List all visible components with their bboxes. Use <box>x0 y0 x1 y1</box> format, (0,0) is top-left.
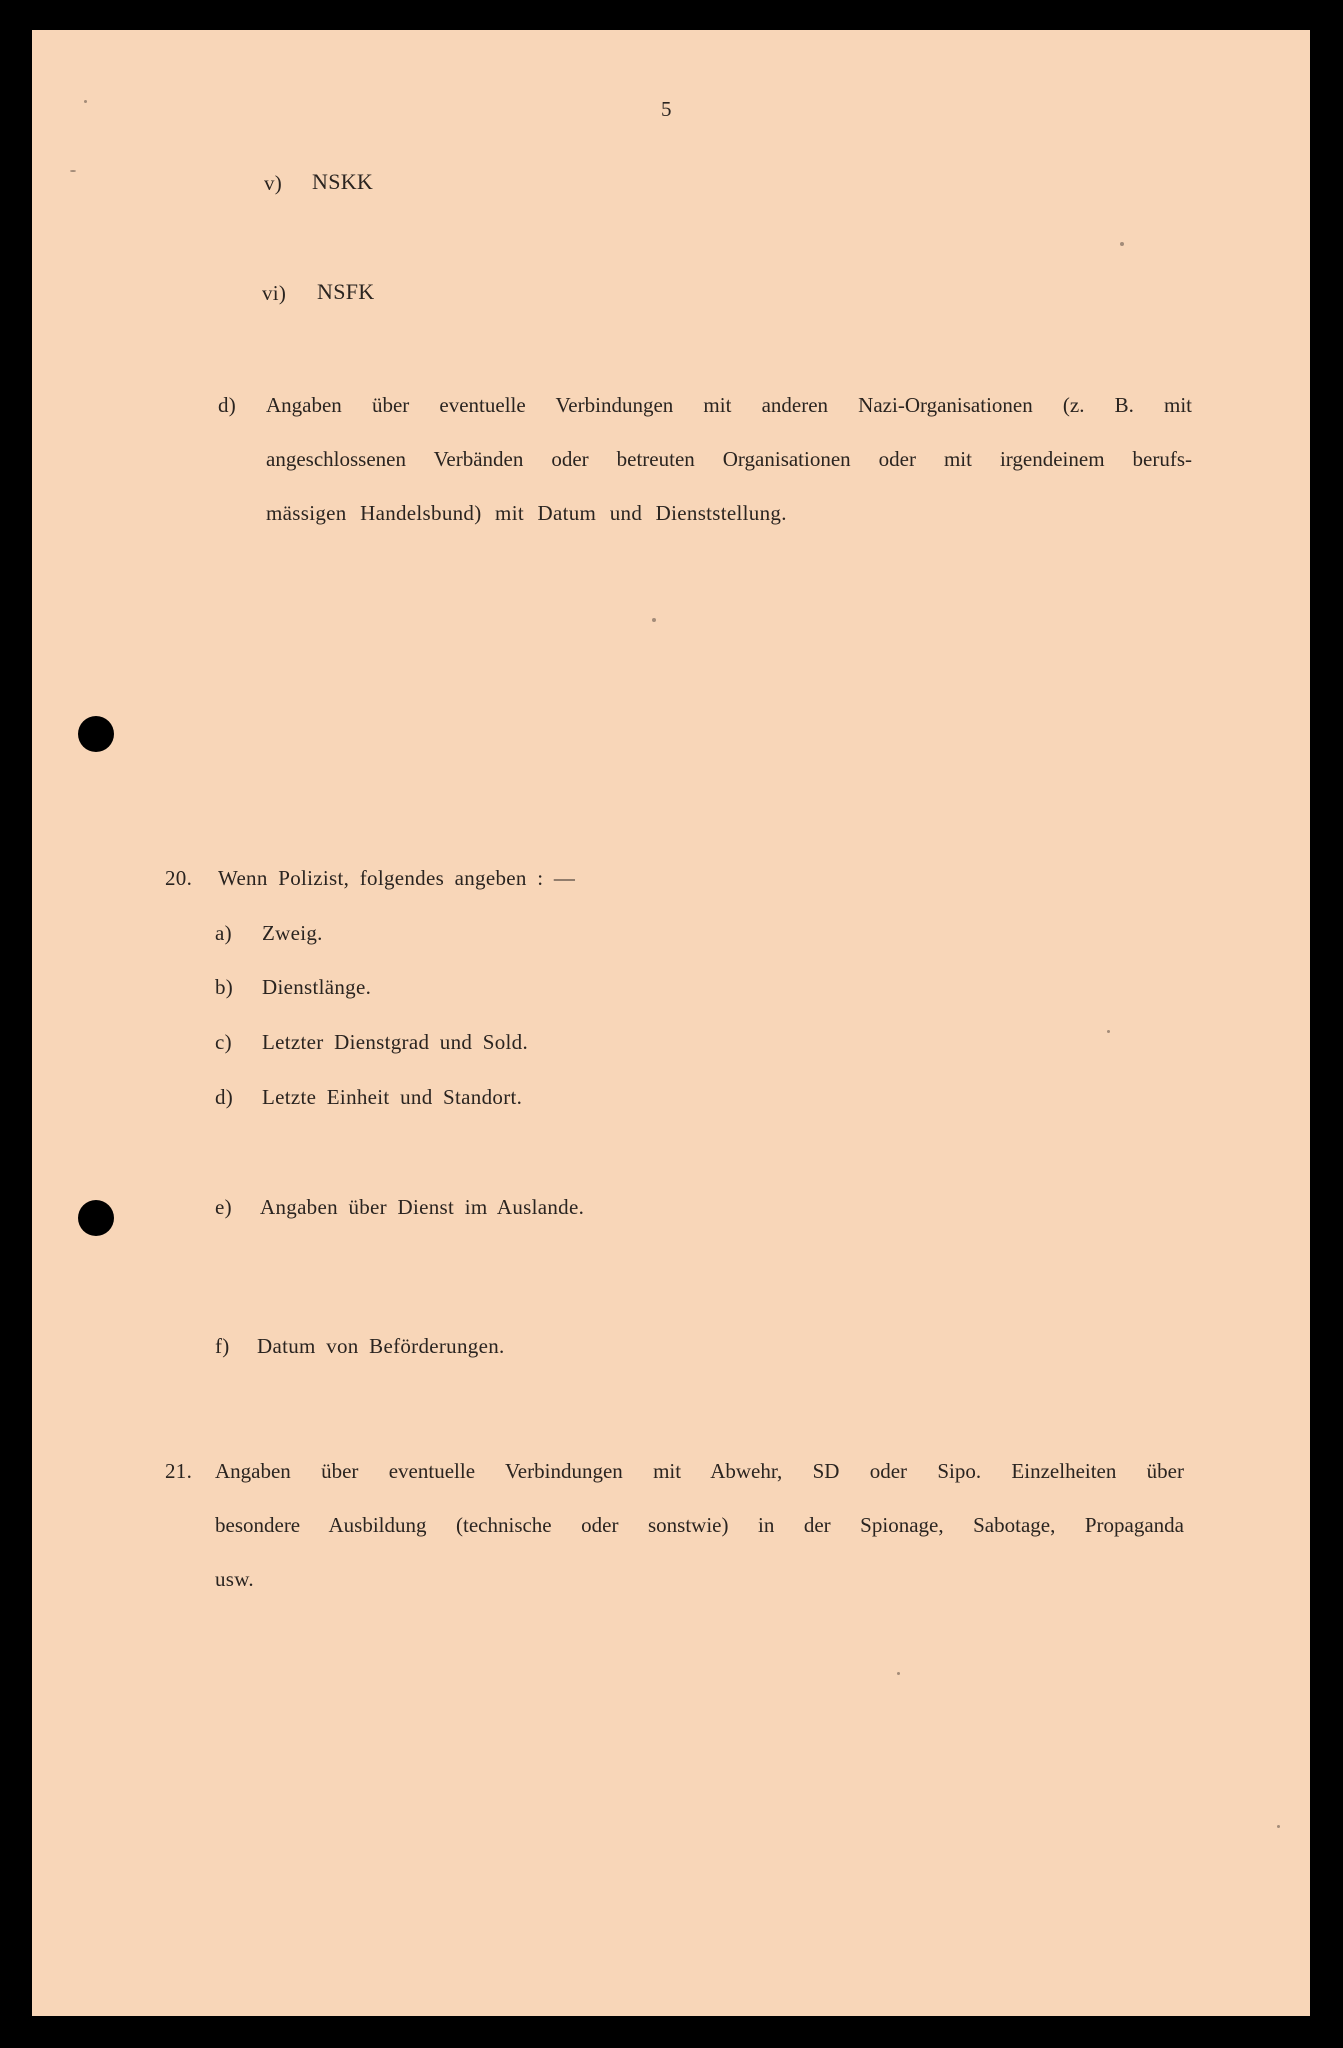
punch-hole-top <box>78 716 114 752</box>
question-20-b-text: Dienstlänge. <box>262 975 372 999</box>
paper-speck <box>1120 242 1124 246</box>
question-20-e-label: e) <box>215 1195 232 1219</box>
question-20-f-label: f) <box>215 1334 230 1358</box>
question-20-c-label: c) <box>215 1030 232 1054</box>
item-d-line-1: Angaben über eventuelle Verbindungen mit anderen Nazi-Organisationen (z. B. mit <box>266 393 1192 417</box>
question-20-d-label: d) <box>215 1085 234 1109</box>
question-20-c-text: Letzter Dienstgrad und Sold. <box>262 1030 529 1054</box>
item-v-text: NSKK <box>312 169 374 194</box>
question-21-line-1: Angaben über eventuelle Verbindungen mit Abwehr, SD oder Sipo. Einzelheiten über <box>215 1459 1184 1483</box>
paper-speck <box>1107 1030 1110 1033</box>
item-vi-label: vi) <box>262 281 287 305</box>
item-v-label: v) <box>264 171 283 195</box>
question-20-f-text: Datum von Beförderungen. <box>257 1334 505 1358</box>
paper-speck <box>84 100 87 103</box>
paper-speck <box>1277 1825 1280 1828</box>
question-21-line-2: besondere Ausbildung (technische oder sonstwie) in der Spionage, Sabotage, Propaganda <box>215 1513 1184 1537</box>
document-page <box>32 30 1310 2016</box>
item-d-label: d) <box>218 393 237 417</box>
question-20-b-label: b) <box>215 975 234 999</box>
question-20-a-label: a) <box>215 921 232 945</box>
paper-speck <box>652 618 656 622</box>
item-d-line-3: mässigen Handelsbund) mit Datum und Dienststellung. <box>266 501 787 525</box>
question-20-a-text: Zweig. <box>262 921 323 945</box>
question-21-line-3: usw. <box>215 1567 254 1591</box>
page-number: 5 <box>661 97 672 121</box>
item-vi-text: NSFK <box>317 279 375 304</box>
question-21-number: 21. <box>165 1459 193 1483</box>
question-20-d-text: Letzte Einheit und Standort. <box>262 1085 523 1109</box>
item-d-line-2: angeschlossenen Verbänden oder betreuten Organisationen oder mit irgendeinem berufs- <box>266 447 1192 471</box>
question-20-text: Wenn Polizist, folgendes angeben : — <box>218 866 576 890</box>
paper-speck <box>897 1672 900 1675</box>
question-20-e-text: Angaben über Dienst im Auslande. <box>260 1195 585 1219</box>
paper-speck <box>70 170 76 172</box>
punch-hole-bottom <box>78 1200 114 1236</box>
question-20-number: 20. <box>165 866 193 890</box>
